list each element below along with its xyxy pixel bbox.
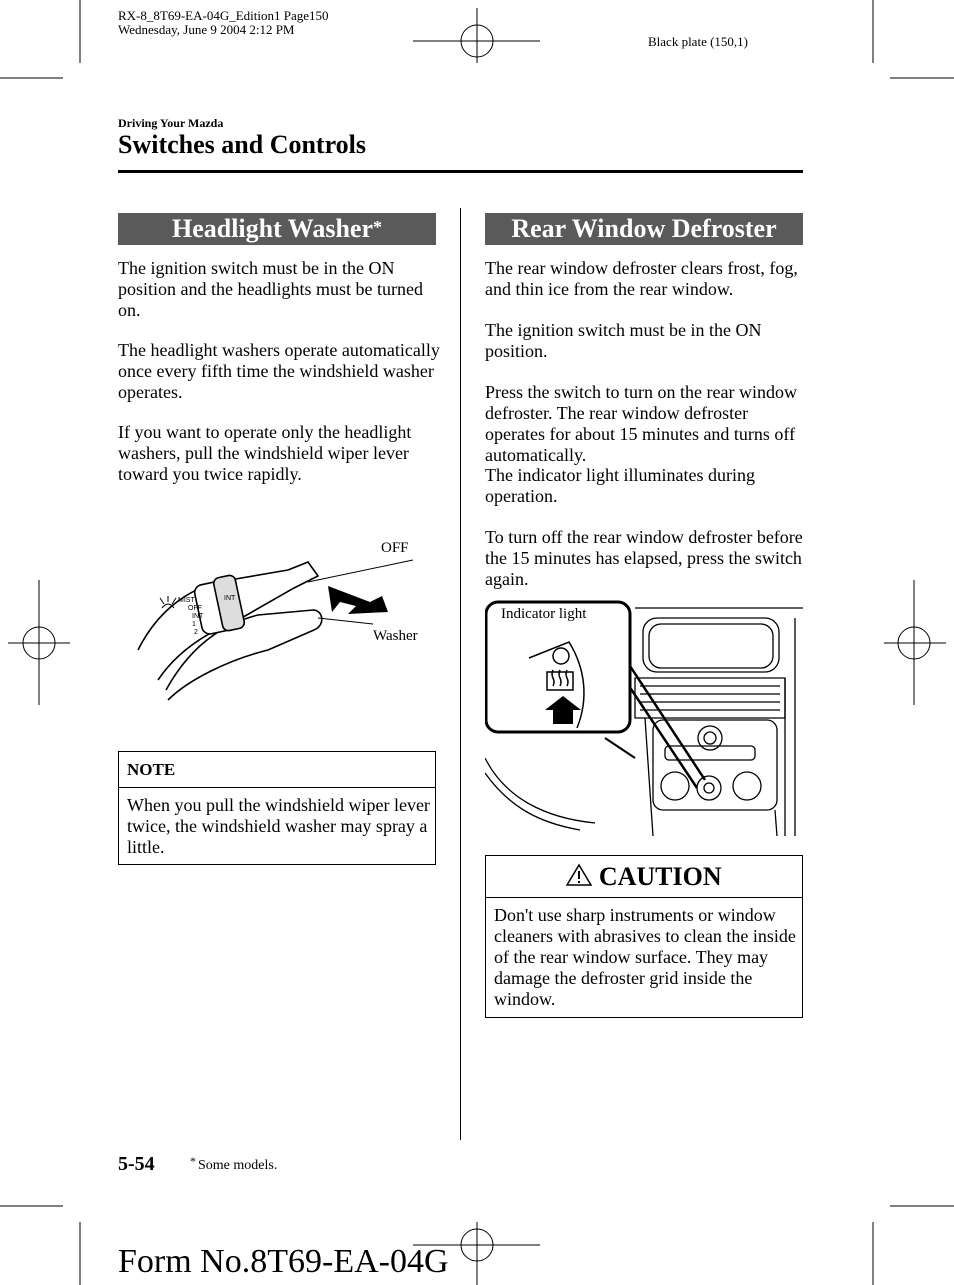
lever-label-int: INT	[192, 613, 204, 620]
defroster-figure	[485, 598, 803, 836]
caution-title: CAUTION	[598, 862, 722, 891]
hw-para-3: If you want to operate only the headlight washers, pull the windshield wiper lever toward you twice rapidly.	[118, 422, 412, 484]
print-file-line: RX-8_8T69-EA-04G_Edition1 Page150	[118, 8, 329, 23]
caution-divider	[486, 897, 802, 898]
rd-para-1: The rear window defroster clears frost, fog, and thin ice from the rear window.	[485, 258, 798, 299]
wiper-lever-figure	[118, 540, 438, 710]
rd-para-4: The indicator light illuminates during operation.	[485, 465, 755, 506]
header-rule	[118, 170, 803, 173]
column-divider	[460, 208, 461, 1140]
note-title: NOTE	[127, 760, 176, 779]
section-title: Switches and Controls	[118, 130, 367, 159]
rd-para-5: To turn off the rear window defroster before the 15 minutes has elapsed, press the switch again.	[485, 527, 803, 589]
footnote-mark: *	[190, 1154, 196, 1168]
warning-triangle-icon	[566, 863, 592, 887]
lever-label-off: OFF	[188, 605, 202, 612]
label-washer: Washer	[373, 628, 418, 644]
caution-text: Don't use sharp instruments or window cleaners with abrasives to clean the inside of the rear window surface. They may damage the defroster grid inside the window.	[494, 905, 796, 1009]
page-number: 5-54	[118, 1153, 155, 1175]
hw-para-1: The ignition switch must be in the ON position and the headlights must be turned on.	[118, 258, 423, 320]
rd-para-2: The ignition switch must be in the ON position.	[485, 320, 762, 361]
lever-label-1: 1	[192, 621, 196, 628]
chapter-label: Driving Your Mazda	[118, 116, 224, 130]
print-plate: Black plate (150,1)	[648, 34, 748, 49]
lever-label-mist: MIST	[178, 597, 195, 604]
hw-para-2: The headlight washers operate automatically once every fifth time the windshield washer operates.	[118, 340, 440, 402]
note-divider	[119, 787, 435, 788]
footnote-text: Some models.	[198, 1158, 278, 1173]
heading-text: Headlight Washer	[171, 214, 374, 243]
rd-para-3: Press the switch to turn on the rear window defroster. The rear window defroster operates for about 15 minutes and turns off automatically.	[485, 382, 797, 465]
rear-defroster-heading: Rear Window Defroster	[485, 213, 803, 245]
label-off: OFF	[381, 540, 409, 556]
heading-asterisk: *	[373, 217, 383, 237]
print-date-line: Wednesday, June 9 2004 2:12 PM	[118, 22, 295, 37]
label-indicator-light: Indicator light	[501, 606, 587, 622]
headlight-washer-heading	[118, 213, 436, 245]
form-number: Form No.8T69-EA-04G	[118, 1243, 449, 1280]
pull-arrow	[328, 586, 388, 614]
note-box	[118, 751, 436, 865]
lever-label-int-ring: INT	[224, 595, 236, 602]
caution-box	[485, 855, 803, 1018]
lever-label-2: 2	[194, 629, 198, 636]
caution-header	[486, 862, 802, 892]
note-text: When you pull the windshield wiper lever twice, the windshield washer may spray a little.	[127, 795, 430, 857]
